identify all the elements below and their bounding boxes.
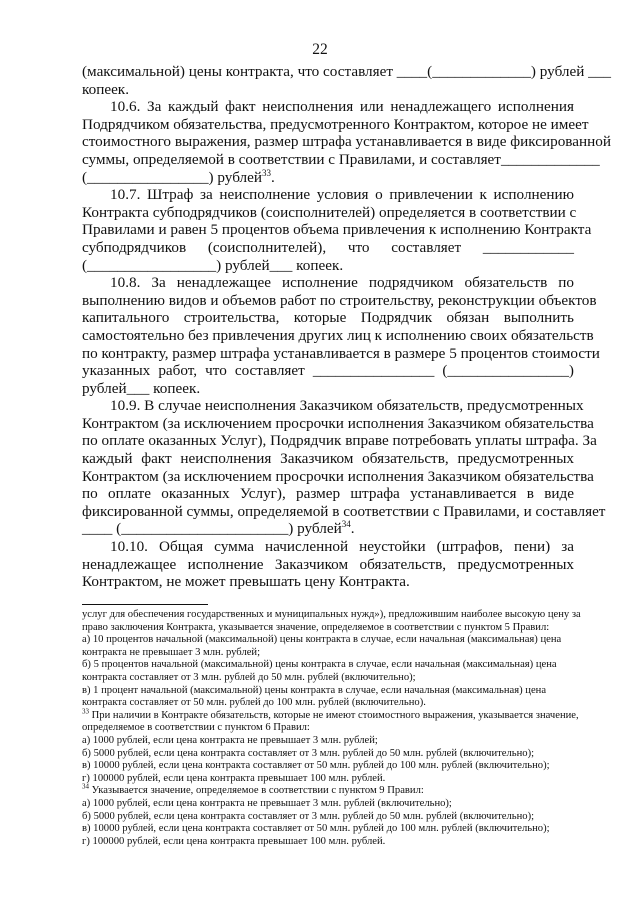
footnote-line: в) 1 процент начальной (максимальной) цены контракта в случае, если начальная (максимальная) цена <box>82 684 547 696</box>
footnote-line: услуг для обеспечения государственных и муниципальных нужд»), предложившим наиболее высокую цену за <box>82 609 581 620</box>
footnote-line <box>82 782 574 798</box>
page-number: 22 <box>312 41 328 58</box>
footnote-number: 33 <box>82 707 89 716</box>
body-line <box>82 520 574 538</box>
line-text: (________________) рублей <box>82 168 262 186</box>
line-text: . <box>271 168 275 186</box>
body-line: по оплате оказанных Услуг), Подрядчик вправе потребовать уплаты штрафа. За <box>82 432 597 450</box>
footnote-line: контракта составляет от 50 млн. рублей до 100 млн. рублей (включительно). <box>82 697 426 709</box>
body-line: Контрактом (за исключением просрочки исполнения Заказчиком обязательства <box>82 467 594 485</box>
footnote-line: б) 5000 рублей, если цена контракта составляет от 3 млн. рублей до 50 млн. рублей (включительно); <box>82 747 535 759</box>
body-line: по контракту, размер штрафа устанавливается в размере 5 процентов стоимости <box>82 344 600 362</box>
line-text: При наличии в Контракте обязательств, которые не имеют стоимостного выражения, указывается значение, <box>89 709 579 721</box>
body-line: по оплате оказанных Услуг), размер штрафа устанавливается в виде <box>82 485 574 503</box>
body-line: (максимальной) цены контракта, что составляет ____(_____________) рублей ___ <box>82 63 611 80</box>
footnote-line: б) 5000 рублей, если цена контракта составляет от 3 млн. рублей до 50 млн. рублей (включительно); <box>82 810 535 822</box>
body-line: суммы, определяемой в соответствии с Правилами, и составляет_____________ <box>82 150 600 168</box>
body-line: Подрядчиком обязательства, предусмотренного Контрактом, которое не имеет <box>82 115 589 133</box>
footnote-line: г) 100000 рублей, если цена контракта превышает 100 млн. рублей. <box>82 835 386 847</box>
line-text: . <box>350 520 355 538</box>
body-line: Контрактом (за исключением просрочки исполнения Заказчиком обязательства <box>82 414 594 432</box>
body-line <box>82 169 574 187</box>
footnote-line: г) 100000 рублей, если цена контракта превышает 100 млн. рублей. <box>82 772 386 784</box>
footnote-line: а) 1000 рублей, если цена контракта не превышает 3 млн. рублей; <box>82 734 378 746</box>
body-line: 10.9. В случае неисполнения Заказчиком обязательств, предусмотренных <box>110 397 584 415</box>
footnote-line: в) 10000 рублей, если цена контракта составляет от 50 млн. рублей до 100 млн. рублей (включительно); <box>82 823 550 835</box>
body-line: каждый факт неисполнения Заказчиком обязательств, предусмотренных <box>82 450 574 468</box>
body-line: 10.7. Штраф за неисполнение условия о привлечении к исполнению <box>110 186 574 204</box>
footnote-separator <box>82 604 208 605</box>
footnote-line: в) 10000 рублей, если цена контракта составляет от 50 млн. рублей до 100 млн. рублей (включительно); <box>82 760 550 772</box>
body-line: ненадлежащее исполнение Заказчиком обязательств, предусмотренных <box>82 555 574 573</box>
footnote-line: б) 5 процентов начальной (максимальной) цены контракта в случае, если начальная (максимальная) цена <box>82 659 557 671</box>
line-text: Указывается значение, определяемое в соответствии с пунктом 9 Правил: <box>89 785 424 797</box>
body-line: капитального строительства, которые Подрядчик обязан выполнить <box>82 309 574 327</box>
footnote-number: 34 <box>82 782 89 791</box>
line-text: ____ (______________________) рублей <box>82 520 342 538</box>
footnote-line: определяемое в соответствии с пунктом 6 Правил: <box>82 722 310 734</box>
footnote-line: контракта не превышает 3 млн. рублей; <box>82 646 261 658</box>
body-line: Правилами и равен 5 процентов объема привлечения к исполнению Контракта <box>82 221 592 239</box>
body-line: (_________________) рублей___ копеек. <box>82 256 344 274</box>
body-line: 10.8. За ненадлежащее исполнение подрядчиком обязательств по <box>110 274 574 292</box>
footnote-ref: 33 <box>262 167 271 178</box>
footnote-line: а) 1000 рублей, если цена контракта не превышает 3 млн. рублей (включительно); <box>82 797 452 809</box>
body-line: рублей___ копеек. <box>82 379 201 397</box>
body-line: Контракта субподрядчиков (соисполнителей) определяется в соответствии с <box>82 203 577 221</box>
body-line: самостоятельно без привлечения других лиц к исполнению своих обязательств <box>82 326 594 344</box>
footnotes <box>82 609 581 848</box>
body-line: фиксированной суммы, определяемой в соответствии с Правилами, и составляет <box>82 502 606 520</box>
footnote-line <box>82 707 579 723</box>
document-body <box>82 63 611 591</box>
body-line: 10.6. За каждый факт неисполнения или ненадлежащего исполнения <box>110 98 574 116</box>
footnote-line: право заключения Контракта, указывается значение, определяемое в соответствии с пунктом 5 Правил: <box>82 621 550 633</box>
body-line: указанных работ, что составляет ________________ (________________) <box>82 362 574 380</box>
body-line: 10.10. Общая сумма начисленной неустойки (штрафов, пени) за <box>110 538 574 556</box>
footnote-ref: 34 <box>341 519 351 530</box>
footnote-line: контракта составляет от 3 млн. рублей до 50 млн. рублей (включительно); <box>82 671 416 683</box>
body-line: копеек. <box>82 80 129 98</box>
body-line: выполнению видов и объемов работ по строительству, реконструкции объектов <box>82 291 597 309</box>
body-line: субподрядчиков (соисполнителей), что составляет ____________ <box>82 238 574 256</box>
body-line: Контрактом, не может превышать цену Контракта. <box>82 573 410 591</box>
footnote-line: а) 10 процентов начальной (максимальной) цены контракта в случае, если начальная (максимальная) цена <box>82 634 562 646</box>
body-line: стоимостного выражения, размер штрафа устанавливается в виде фиксированной <box>82 133 611 151</box>
